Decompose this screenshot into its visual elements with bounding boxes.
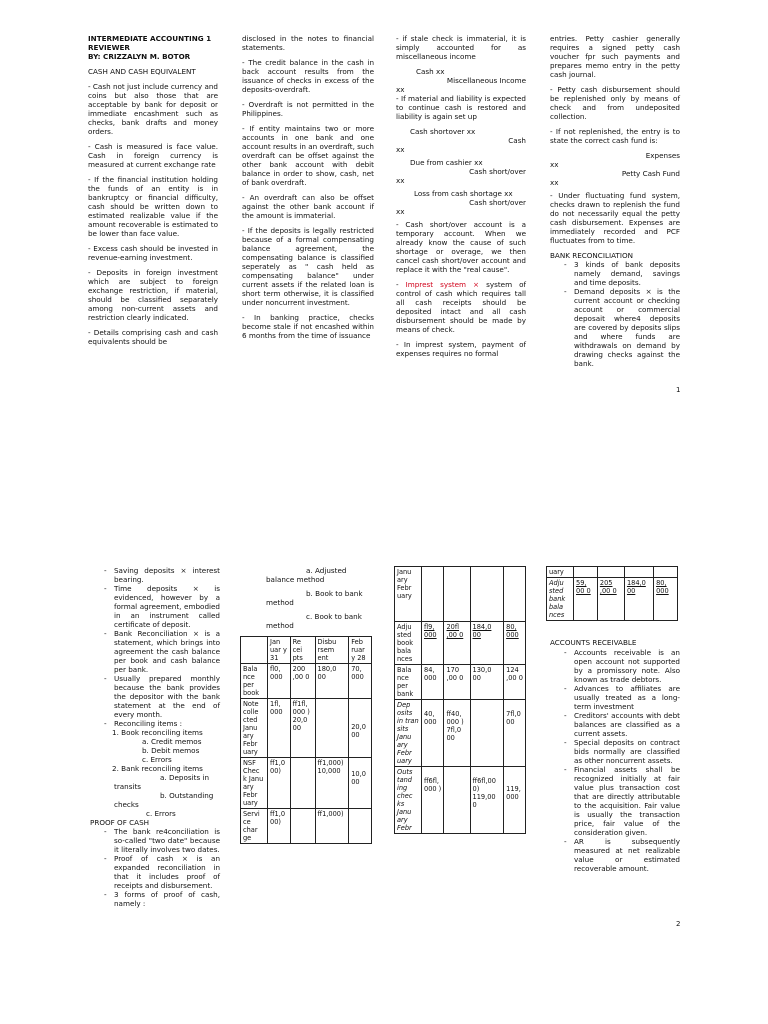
journal-amount: xx — [396, 85, 405, 94]
list-item: - Creditors' accounts with debt balances are classified as a current assets. — [574, 711, 680, 738]
section-heading-cash: CASH AND CASH EQUIVALENT — [88, 67, 196, 76]
document-title: INTERMEDIATE ACCOUNTING 1 REVIEWER — [88, 34, 212, 52]
section-heading-proof-of-cash: PROOF OF CASH — [90, 818, 150, 827]
table-row — [241, 809, 372, 844]
section-heading-bank-reconciliation: BANK RECONCILIATION — [550, 251, 633, 260]
table-cell: 20fl ,00 0 — [444, 622, 470, 665]
paragraph: - Excess cash should be invested in revenue-earning investment. — [88, 244, 218, 262]
table-cell: 130,0 00 — [470, 665, 504, 700]
table-cell: uary — [547, 567, 574, 578]
list-item: - Accounts receivable is an open account not supported by a promissory note. Also known as trade debtors. — [574, 648, 680, 684]
paragraph: - Under fluctuating fund system, checks drawn to replenish the fund do not necessarily equal the petty cash disbursement. Expenses are immediately recorded and PCF fluctuates from to time. — [550, 191, 680, 245]
bullet-list — [550, 260, 680, 368]
table-cell: 119, 000 — [504, 767, 526, 834]
page1-column-1 — [88, 34, 218, 352]
table-cell — [444, 567, 470, 622]
journal-debit: Cash xx — [416, 67, 445, 76]
paragraph: - If not replenished, the entry is to state the correct cash fund is: — [550, 127, 680, 145]
table-cell: 184,0 00 — [470, 622, 504, 665]
table-cell: ff6fl, 000 ) — [422, 767, 444, 834]
table-cell: Janu ary Febr uary — [395, 567, 422, 622]
paragraph: - Petty cash disbursement should be replenished only by means of check and from undeposited collection. — [550, 85, 680, 121]
journal-credit: Cash short/over — [469, 167, 526, 176]
table-cell: 170 ,00 0 — [444, 665, 470, 700]
page1-column-2 — [242, 34, 374, 346]
table-cell: 84, 000 — [422, 665, 444, 700]
table-row — [241, 699, 372, 758]
table-cell: 10,0 00 — [349, 758, 372, 809]
paragraph: - If entity maintains two or more accounts in one bank and one account results in an overdraft, such overdraft can be offset against the other bank account with debit balance in order to show, cash, net of bank overdraft. — [242, 124, 374, 187]
table-cell — [504, 567, 526, 622]
table-cell: 1fl, 000 — [268, 699, 291, 758]
table-row — [241, 664, 372, 699]
table-row — [395, 700, 526, 767]
list-item: - Usually prepared monthly because the bank provides the depositor with the bank statement at the end of every month. — [114, 674, 220, 719]
paragraph: - Cash not just include currency and coins but also those that are acceptable by bank for deposit or immediate encashment such as checks, bank drafts and money orders. — [88, 82, 218, 136]
list-item: - Financial assets shall be recognized initially at fair value plus transaction cost that are directly attributable to the acquisition. Fair value is usually the transaction price, fair value of the consideration given. — [574, 765, 680, 837]
table-cell: Adju sted book bala nces — [395, 622, 422, 665]
paragraph: - Deposits in foreign investment which are subject to foreign exchange restriction, if material, should be classified separately among non-current assets and restriction clearly indicated. — [88, 268, 218, 322]
paragraph: - Cash short/over account is a temporary account. When we already know the cause of such shortage or overage, we then cancel cash short/over account and replace it with the "real cause". — [396, 220, 526, 274]
proof-of-cash-table-part-1 — [240, 636, 372, 844]
table-cell — [290, 809, 315, 844]
page1-column-4 — [550, 34, 680, 368]
table-cell: Outs tand ing chec ks Janu ary Febr — [395, 767, 422, 834]
table-cell — [597, 567, 624, 578]
paragraph: - if stale check is immaterial, it is simply accounted for as miscellaneous income — [396, 34, 526, 61]
reconciling-subitem: a. Credit memos — [142, 737, 202, 746]
table-row — [395, 567, 526, 622]
list-item: - Advances to affiliates are usually treated as a long-term investment — [574, 684, 680, 711]
list-item: - Demand deposits × is the current account or checking account or commercial deposait where4 deposits are covered by deposits slips and where funds are withdrawals on demand by drawing checks against the bank. — [574, 287, 680, 368]
paragraph: - An overdraft can also be offset against the other bank account if the amount is immaterial. — [242, 193, 374, 220]
bullet-list — [90, 566, 220, 728]
table-row — [241, 758, 372, 809]
table-cell — [654, 567, 678, 578]
method-item: a. Adjusted balance method — [266, 566, 347, 584]
author-line: BY: CRIZZALYN M. BOTOR — [88, 52, 191, 61]
table-cell — [315, 699, 349, 758]
table-cell — [290, 758, 315, 809]
reconciling-subitem: c. Errors — [142, 755, 172, 764]
table-cell: 180,0 00 — [315, 664, 349, 699]
journal-credit: Cash short/over — [469, 198, 526, 207]
journal-credit: Cash — [508, 136, 526, 145]
table-cell: NSF Chec k Janu ary Febr uary — [241, 758, 268, 809]
paragraph: - Overdraft is not permitted in the Philippines. — [242, 100, 374, 118]
table-cell: fl0, 000 — [268, 664, 291, 699]
paragraph: - If the financial institution holding the funds of an entity is in bankruptcy or financial difficulty, cash should be written down to estimated realizable value if the amount recoverable is estimated to be lower than face value. — [88, 175, 218, 238]
journal-amount: xx — [550, 178, 559, 187]
paragraph: - In imprest system, payment of expenses requires no formal — [396, 340, 526, 358]
journal-amount: xx — [396, 176, 405, 185]
dash: - — [396, 280, 406, 289]
table-cell: 7fl,0 00 — [504, 700, 526, 767]
journal-debit: Loss from cash shortage xx — [414, 189, 513, 198]
table-cell: fl9, 000 — [422, 622, 444, 665]
reconciling-subitem: b. Debit memos — [142, 746, 200, 755]
reconciling-item: 2. Bank reconciling items — [112, 764, 203, 773]
table-cell: Adju sted bank bala nces — [547, 578, 574, 621]
table-row — [547, 578, 678, 621]
table-row — [395, 665, 526, 700]
list-item: - Bank Reconciliation × is a statement, which brings into agreement the cash balance per book and cash balance per bank. — [114, 629, 220, 674]
paragraph: disclosed in the notes to financial statements. — [242, 34, 374, 52]
table-cell: 205 ,00 0 — [597, 578, 624, 621]
table-cell: ff1,000) — [315, 809, 349, 844]
method-item: c. Book to bank method — [266, 612, 362, 630]
paragraph-text: system of control of cash which requires tall all cash receipts should be deposited intact and all cash disbursement should be made by means of check. — [396, 280, 527, 334]
table-cell — [470, 700, 504, 767]
list-item: - 3 kinds of bank deposits namely demand, savings and time deposits. — [574, 260, 680, 287]
reconciling-item: 1. Book reconciling items — [112, 728, 203, 737]
list-item: - Special deposits on contract bids normally are classified as other noncurrent assets. — [574, 738, 680, 765]
proof-of-cash-table-part-2 — [394, 566, 526, 834]
paragraph: - Details comprising cash and cash equivalents should be — [88, 328, 218, 346]
journal-debit: Cash shortover xx — [410, 127, 476, 136]
table-header: Feb ruar y 28 — [349, 637, 372, 664]
list-item: - Proof of cash × is an expanded reconciliation in that it includes proof of receipts and disbursement. — [114, 854, 220, 890]
table-cell: 80, 000 — [654, 578, 678, 621]
table-cell: 70, 000 — [349, 664, 372, 699]
table-cell — [574, 567, 598, 578]
list-item: - Reconciling items : — [114, 719, 220, 728]
journal-debit: Expenses — [645, 151, 680, 160]
table-cell — [422, 567, 444, 622]
table-cell: 80, 000 — [504, 622, 526, 665]
method-item: b. Book to bank method — [266, 589, 363, 607]
table-row — [395, 622, 526, 665]
table-cell: Bala nce per bank — [395, 665, 422, 700]
journal-amount: xx — [396, 207, 405, 216]
list-item: - Saving deposits × interest bearing. — [114, 566, 220, 584]
table-cell: ff40, 000 ) 7fl,0 00 — [444, 700, 470, 767]
table-cell: 20,0 00 — [349, 699, 372, 758]
paragraph: - If material and liability is expected to continue cash is restored and liability is again set up — [396, 94, 526, 121]
table-cell — [470, 567, 504, 622]
table-cell: ff6fl,00 0) 119,00 0 — [470, 767, 504, 834]
page2-column-1 — [90, 566, 220, 908]
table-header: Re cei pts — [290, 637, 315, 664]
table-cell: ff1,0 00) — [268, 758, 291, 809]
paragraph: - Cash is measured is face value. Cash in foreign currency is measured at current exchange rate — [88, 142, 218, 169]
table-cell — [624, 567, 653, 578]
table-cell: Servi ce char ge — [241, 809, 268, 844]
proof-of-cash-table-part-3 — [546, 566, 678, 621]
table-row — [395, 767, 526, 834]
table-cell: 124 ,00 0 — [504, 665, 526, 700]
page-number: 2 — [676, 920, 681, 928]
table-cell: 40, 000 — [422, 700, 444, 767]
table-cell — [349, 809, 372, 844]
reconciling-subitem: c. Errors — [146, 809, 176, 818]
table-header-row — [241, 637, 372, 664]
table-cell: ff1fl, 000 ) 20,0 00 — [290, 699, 315, 758]
reconciling-subitem: b. Outstanding checks — [114, 791, 214, 809]
journal-credit: Petty Cash Fund — [621, 169, 680, 178]
table-cell — [444, 767, 470, 834]
table-header: Jan uar y 31 — [268, 637, 291, 664]
section-heading-accounts-receivable: ACCOUNTS RECEIVABLE — [550, 638, 637, 647]
page2-column-4 — [550, 638, 680, 873]
list-item: - AR is subsequently measured at net realizable value or estimated recoverable amount. — [574, 837, 680, 873]
table-row — [547, 567, 678, 578]
table-cell: ff1,0 00) — [268, 809, 291, 844]
table-cell: Dep osits in tran sits Janu ary Febr uary — [395, 700, 422, 767]
list-item: - Time deposits × is evidenced, however by a formal agreement, embodied in an instrument called certificate of deposit. — [114, 584, 220, 629]
bullet-list — [90, 827, 220, 908]
page1-column-3 — [396, 34, 526, 364]
paragraph: - In banking practice, checks become stale if not encashed within 6 months from the time of issuance — [242, 313, 374, 340]
table-cell: Note colle cted Janu ary Febr uary — [241, 699, 268, 758]
journal-amount: xx — [550, 160, 559, 169]
list-item: - The bank re4conciliation is so-called "two date" because it literally involves two dates. — [114, 827, 220, 854]
table-cell: 200 ,00 0 — [290, 664, 315, 699]
table-header — [241, 637, 268, 664]
page2-column-2 — [266, 566, 374, 630]
journal-amount: xx — [396, 145, 405, 154]
paragraph: entries. Petty cashier generally requires a signed petty cash voucher fpr such payments and prepares memo entry in the petty cash journal. — [550, 34, 680, 79]
journal-debit: Due from cashier xx — [410, 158, 483, 167]
bullet-list — [550, 648, 680, 873]
reconciling-subitem: a. Deposits in transits — [114, 773, 210, 791]
table-cell: ff1,000) 10,000 — [315, 758, 349, 809]
paragraph: - The credit balance in the cash in back account results from the issuance of checks in excess of the deposits-overdraft. — [242, 58, 374, 94]
table-cell: 184,0 00 — [624, 578, 653, 621]
table-cell: Bala nce per book — [241, 664, 268, 699]
paragraph: - If the deposits is legally restricted because of a formal compensating balance agreement, the compensating balance is classified seperately as " cash held as compensating balance" under current assets if the related loan is short term otherwise, it is classified under noncurrent investment. — [242, 226, 374, 307]
table-cell: 59, 00 0 — [574, 578, 598, 621]
paragraph-imprest — [396, 280, 526, 334]
list-item: - 3 forms of proof of cash, namely : — [114, 890, 220, 908]
page-number: 1 — [676, 386, 681, 394]
imprest-system-term: Imprest system × — [405, 280, 480, 289]
journal-credit: Miscellaneous Income — [446, 76, 526, 85]
table-header: Disbu rsem ent — [315, 637, 349, 664]
